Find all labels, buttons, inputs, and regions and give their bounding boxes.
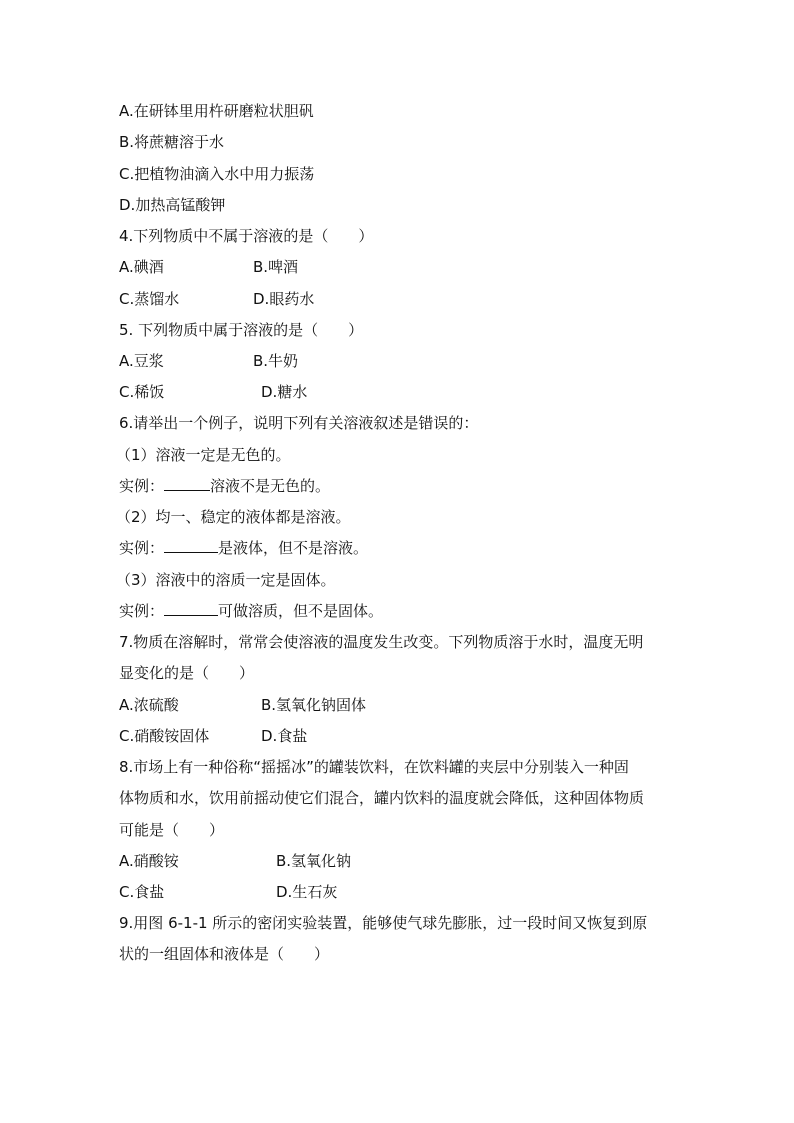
q4-option-b: B.啤酒 bbox=[253, 258, 299, 276]
example-text: 是液体，但不是溶液。 bbox=[218, 539, 369, 557]
q7-option-a: A.浓硫酸 bbox=[119, 696, 179, 714]
example-text: 可做溶质，但不是固体。 bbox=[218, 602, 384, 620]
q5-option-d: D.糖水 bbox=[261, 383, 308, 401]
answer-blank[interactable] bbox=[164, 601, 218, 616]
q7-option-c: C.硝酸铵固体 bbox=[119, 727, 210, 745]
q8-option-b: B.氢氧化钠 bbox=[276, 852, 352, 870]
q9-stem-line-1: 9.用图 6-1-1 所示的密闭实验装置，能够使气球先膨胀，过一段时间又恢复到原 bbox=[119, 914, 648, 932]
q3-option-d: D.加热高锰酸钾 bbox=[119, 196, 226, 214]
answer-blank[interactable] bbox=[164, 538, 218, 553]
q8-option-a: A.硝酸铵 bbox=[119, 852, 179, 870]
q5-options-row-1 bbox=[119, 351, 299, 371]
q6-part-3-answer bbox=[119, 601, 383, 621]
q6-part-3: （3）溶液中的溶质一定是固体。 bbox=[116, 571, 336, 589]
example-label: 实例： bbox=[119, 602, 165, 620]
q8-stem-line-1: 8.市场上有一种俗称“摇摇冰”的罐装饮料，在饮料罐的夹层中分别装入一种固 bbox=[119, 758, 629, 776]
answer-blank[interactable] bbox=[164, 476, 210, 491]
example-label: 实例： bbox=[119, 477, 165, 495]
q4-options-row-2 bbox=[119, 289, 315, 309]
q9-stem-line-2: 状的一组固体和液体是（ ） bbox=[119, 945, 330, 963]
q8-options-row-2 bbox=[119, 882, 338, 902]
example-label: 实例： bbox=[119, 539, 165, 557]
q6-part-1-answer bbox=[119, 476, 330, 496]
q6-part-2-answer bbox=[119, 538, 368, 558]
q5-option-b: B.牛奶 bbox=[253, 352, 299, 370]
q8-stem-line-3: 可能是（ ） bbox=[119, 821, 225, 839]
q6-part-2: （2）均一、稳定的液体都是溶液。 bbox=[116, 508, 351, 526]
q5-option-c: C.稀饭 bbox=[119, 383, 165, 401]
q7-stem-line-2: 显变化的是（ ） bbox=[119, 664, 255, 682]
q4-option-d: D.眼药水 bbox=[253, 290, 315, 308]
q3-option-c: C.把植物油滴入水中用力振荡 bbox=[119, 165, 315, 183]
q4-options-row-1 bbox=[119, 257, 299, 277]
q7-options-row-1 bbox=[119, 695, 367, 715]
q4-option-c: C.蒸馏水 bbox=[119, 290, 180, 308]
q7-stem-line-1: 7.物质在溶解时，常常会使溶液的温度发生改变。下列物质溶于水时，温度无明 bbox=[119, 633, 644, 651]
q3-option-b: B.将蔗糖溶于水 bbox=[119, 133, 225, 151]
q7-option-d: D.食盐 bbox=[261, 727, 308, 745]
q4-option-a: A.碘酒 bbox=[119, 258, 164, 276]
q6-part-1: （1）溶液一定是无色的。 bbox=[116, 446, 291, 464]
q8-options-row-1 bbox=[119, 851, 352, 871]
q5-option-a: A.豆浆 bbox=[119, 352, 164, 370]
q8-stem-line-2: 体物质和水，饮用前摇动使它们混合，罐内饮料的温度就会降低，这种固体物质 bbox=[119, 789, 645, 807]
q3-option-a: A.在研钵里用杵研磨粒状胆矾 bbox=[119, 102, 314, 120]
q4-stem: 4.下列物质中不属于溶液的是（ ） bbox=[119, 227, 374, 245]
q7-options-row-2 bbox=[119, 726, 308, 746]
q6-stem: 6.请举出一个例子，说明下列有关溶液叙述是错误的： bbox=[119, 414, 479, 432]
q7-option-b: B.氢氧化钠固体 bbox=[261, 696, 367, 714]
q5-stem: 5. 下列物质中属于溶液的是（ ） bbox=[119, 321, 364, 339]
q8-option-d: D.生石灰 bbox=[276, 883, 338, 901]
q5-options-row-2 bbox=[119, 382, 308, 402]
example-text: 溶液不是无色的。 bbox=[210, 477, 331, 495]
q8-option-c: C.食盐 bbox=[119, 883, 165, 901]
